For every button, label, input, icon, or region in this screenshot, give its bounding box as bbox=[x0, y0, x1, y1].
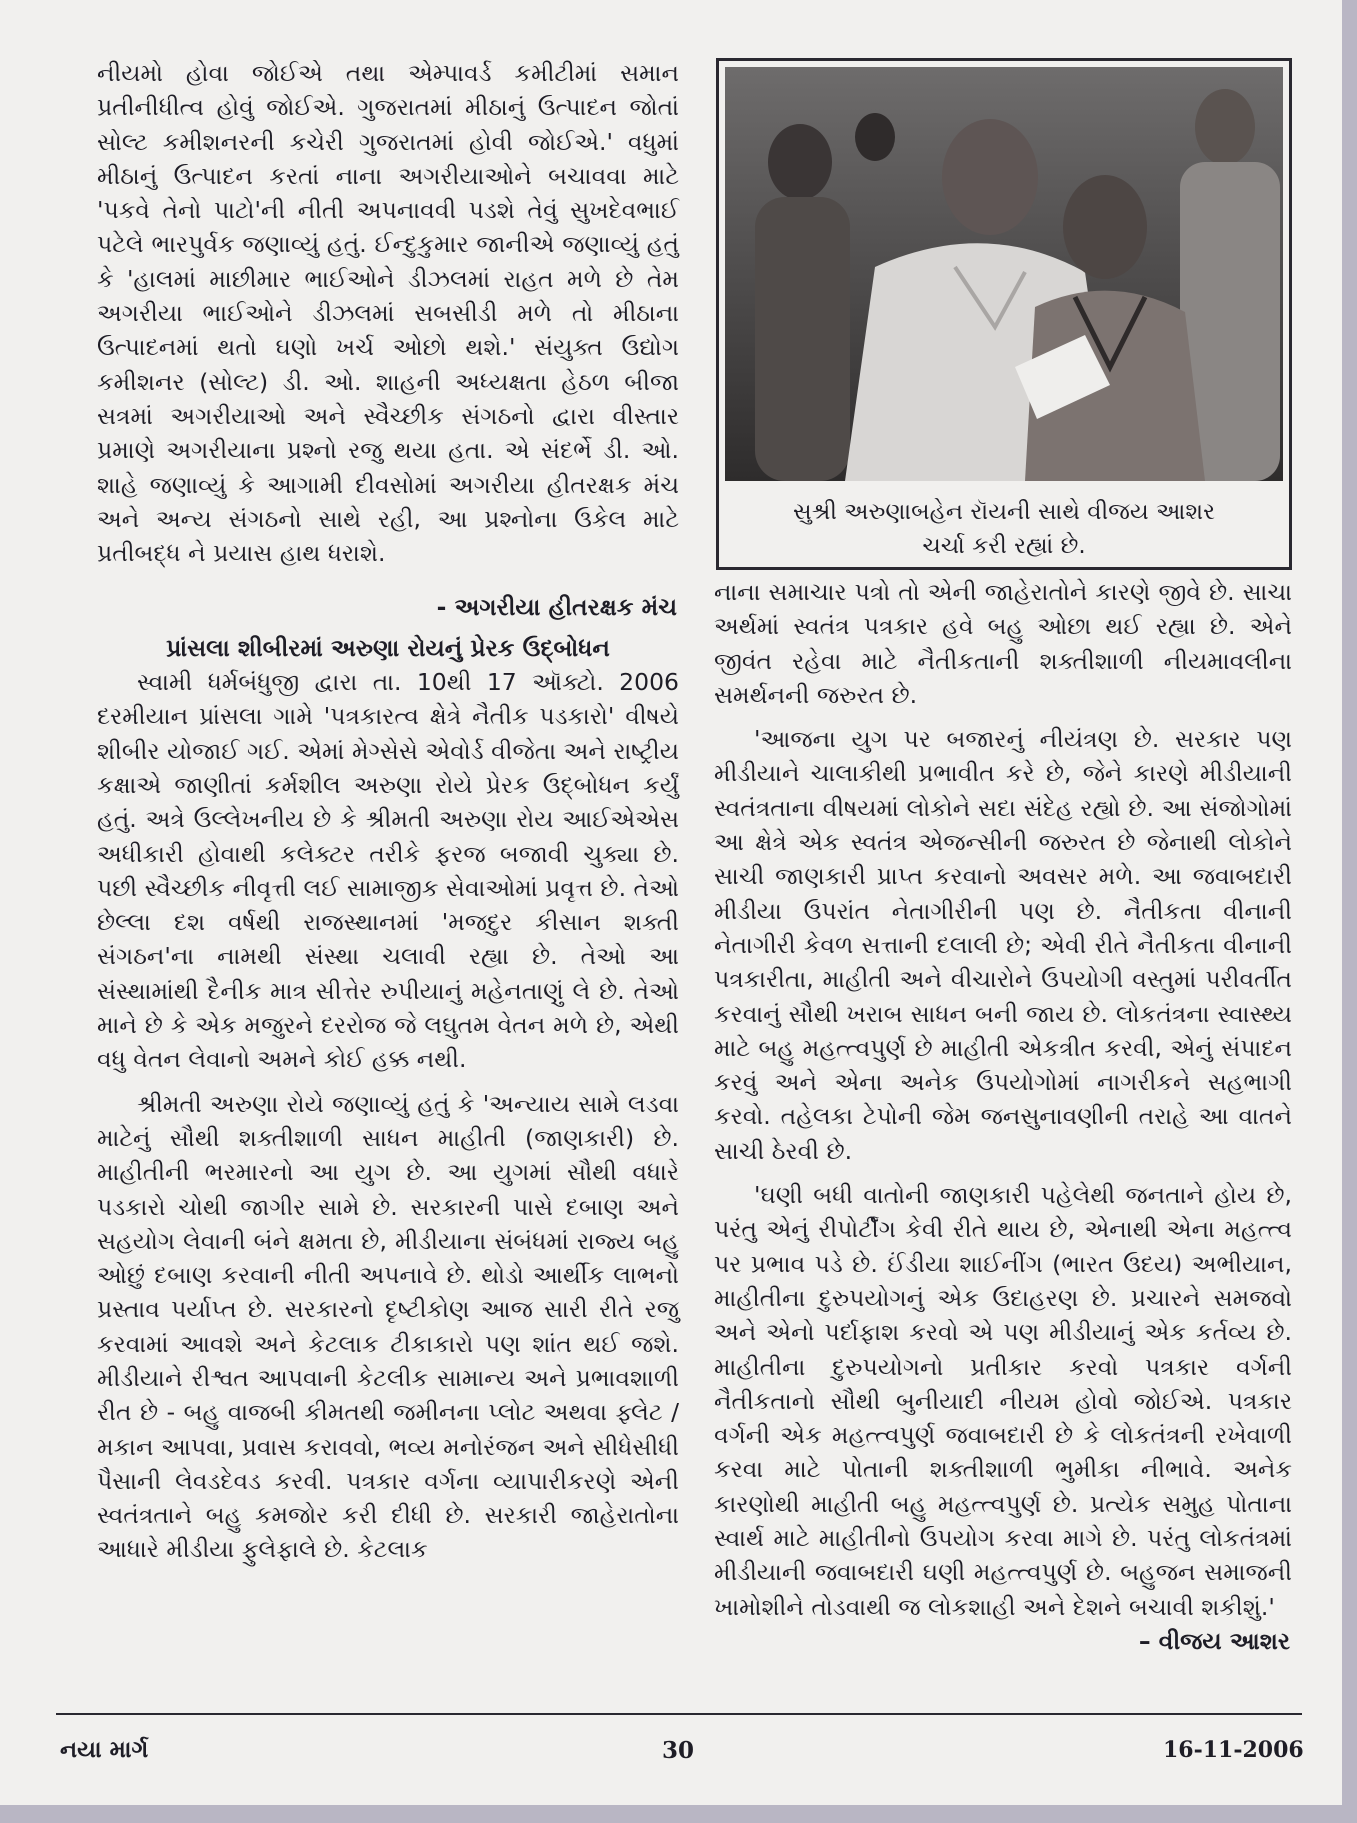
article-paragraph: સ્વામી ધર્મબંધુજી દ્વારા તા. 10થી 17 ઑક્ટો. 2006 દરમીયાન પ્રાંસલા ગામે 'પત્રકારત્વ ક્ષેત્રે નૈતીક પડકારો' વીષયે શીબીર યોજાઈ ગઈ. એમાં મેગ્સેસે એવોર્ડ વીજેતા અને રાષ્ટ્રીય કક્ષાએ જાણીતાં કર્મશીલ અરુણા રોયે પ્રેરક ઉદ્‌બોધન કર્યું હતું. અત્રે ઉલ્લેખનીય છે કે શ્રીમતી અરુણા રોય આઈએએસ અધીકારી હોવાથી કલેક્ટર તરીકે ફરજ બજાવી ચુક્યા છે. પછી સ્વૈચ્છીક નીવૃત્તી લઈ સામાજીક સેવાઓમાં પ્રવૃત્ત છે. તેઓ છેલ્લા દશ વર્ષથી રાજસ્થાનમાં 'મજદુર કીસાન શક્તી સંગઠન'ના નામથી સંસ્થા ચલાવી રહ્યા છે. તેઓ આ સંસ્થામાંથી દૈનીક માત્ર સીત્તેર રુપીયાનું મહેનતાણું લે છે. તેઓ માને છે કે એક મજુરને દરરોજ જે લઘુતમ વેતન મળે છે, એથી વધુ વેતન લેવાનો અમને કોઈ હક્ક નથી. bbox=[97, 668, 679, 1074]
photo-illustration bbox=[725, 67, 1283, 481]
photo-caption bbox=[719, 495, 1289, 563]
photo-frame bbox=[716, 58, 1292, 570]
caption-line: સુશ્રી અરુણાબહેન રૉયની સાથે વીજય આશર bbox=[793, 499, 1215, 525]
article-signature: – વીજય આશર bbox=[1138, 1626, 1290, 1655]
article-paragraph: 'ઘણી બધી વાતોની જાણકારી પહેલેથી જનતાને હોય છે, પરંતુ એનું રીપોર્ટીંગ કેવી રીતે થાય છે, એનાથી એના મહત્ત્વ પર પ્રભાવ પડે છે. ઈંડીયા શાઈનીંગ (ભારત ઉદય) અભીયાન, માહીતીના દુરુપયોગનું એક ઉદાહરણ છે. પ્રચારને સમજવો અને એનો પર્દાફાશ કરવો એ પણ મીડીયાનું એક કર્તવ્ય છે. માહીતીના દુરુપયોગનો પ્રતીકાર કરવો પત્રકાર વર્ગની નૈતીકતાનો સૌથી બુનીયાદી નીયમ હોવો જોઈએ. પત્રકાર વર્ગની એક મહત્ત્વપુર્ણ જવાબદારી છે કે લોકતંત્રની રખેવાળી કરવા માટે પોતાની શક્તીશાળી ભુમીકા નીભાવે. અનેક કારણોથી માહીતી બહુ મહત્ત્વપુર્ણ છે. પ્રત્યેક સમુહ પોતાના સ્વાર્થ માટે માહીતીનો ઉપયોગ કરવા માગે છે. પરંતુ લોકતંત્રમાં મીડીયાની જવાબદારી ઘણી મહત્ત્વપુર્ણ છે. બહુજન સમાજની ખામોશીને તોડવાથી જ લોકશાહી અને દેશને બચાવી શકીશું.' bbox=[714, 1181, 1292, 1621]
news-photo bbox=[725, 67, 1283, 481]
footer-divider bbox=[56, 1713, 1302, 1715]
article-paragraph: 'આજના યુગ પર બજારનું નીયંત્રણ છે. સરકાર પણ મીડીયાને ચાલાકીથી પ્રભાવીત કરે છે, જેને કારણે મીડીયાની સ્વતંત્રતાના વીષયમાં લોકોને સદા સંદેહ રહ્યો છે. આ સંજોગોમાં આ ક્ષેત્રે એક સ્વતંત્ર એજન્સીની જરુરત છે જેનાથી લોકોને સાચી જાણકારી પ્રાપ્ત કરવાનો અવસર મળે. આ જવાબદારી મીડીયા ઉપરાંત નેતાગીરીની પણ છે. નૈતીકતા વીનાની નેતાગીરી કેવળ સત્તાની દલાલી છે; એવી રીતે નૈતીકતા વીનાની પત્રકારીતા, માહીતી અને વીચારોને ઉપયોગી વસ્તુમાં પરીવર્તીત કરવાનું સૌથી ખરાબ સાધન બની જાય છે. લોકતંત્રના સ્વાસ્થ્ય માટે બહુ મહત્ત્વપુર્ણ છે માહીતી એકત્રીત કરવી, એનું સંપાદન કરવું અને એના અનેક ઉપયોગોમાં નાગરીકને સહભાગી કરવો. તહેલકા ટેપોની જેમ જનસુનાવણીની તરાહે આ વાતને સાચી ઠેરવી છે. bbox=[714, 725, 1292, 1165]
page-number: 30 bbox=[662, 1737, 695, 1764]
article-signature: - અગરીયા હીતરક્ષક મંચ bbox=[436, 593, 677, 622]
right-column bbox=[714, 575, 1292, 1658]
article-paragraph: નાના સમાચાર પત્રો તો એની જાહેરાતોને કારણે જીવે છે. સાચા અર્થમાં સ્વતંત્ર પત્રકાર હવે બહુ ઓછા થઈ રહ્યા છે. એને જીવંત રહેવા માટે નૈતીકતાની શક્તીશાળી નીયમાવલીના સમર્થનની જરુરત છે. bbox=[714, 578, 1292, 709]
article-heading: પ્રાંસલા શીબીરમાં અરુણા રોયનું પ્રેરક ઉદ્‌બોધન bbox=[166, 633, 610, 662]
article-paragraph: શ્રીમતી અરુણા રોયે જણાવ્યું હતું કે 'અન્યાય સામે લડવા માટેનું સૌથી શક્તીશાળી સાધન માહીતી (જાણકારી) છે. માહીતીની ભરમારનો આ યુગ છે. આ યુગમાં સૌથી વધારે પડકારો ચોથી જાગીર સામે છે. સરકારની પાસે દબાણ અને સહયોગ લેવાની બંને ક્ષમતા છે, મીડીયાના સંબંધમાં રાજ્ય બહુ ઓછું દબાણ કરવાની નીતી અપનાવે છે. થોડો આર્થીક લાભનો પ્રસ્તાવ પર્યાપ્ત છે. સરકારનો દૃષ્ટીકોણ આજ સારી રીતે રજુ કરવામાં આવશે અને કેટલાક ટીકાકારો પણ શાંત થઈ જશે. મીડીયાને રીશ્વત આપવાની કેટલીક સામાન્ય અને પ્રભાવશાળી રીત છે - બહુ વાજબી કીમતથી જમીનના પ્લોટ અથવા ફ્લેટ / મકાન આપવા, પ્રવાસ કરાવવો, ભવ્ય મનોરંજન અને સીધેસીધી પૈસાની લેવડદેવડ કરવી. પત્રકાર વર્ગના વ્યાપારીકરણે એની સ્વતંત્રતાને બહુ કમજોર કરી દીધી છે. સરકારી જાહેરાતોના આધારે મીડીયા ફુલેફાલે છે. કેટલાક bbox=[97, 1089, 679, 1564]
issue-date: 16-11-2006 bbox=[1163, 1737, 1304, 1763]
caption-line: ચર્ચા કરી રહ્યાં છે. bbox=[922, 533, 1086, 559]
publication-name: નયા માર્ગ bbox=[60, 1737, 149, 1763]
left-column bbox=[97, 56, 679, 1567]
article-paragraph: નીયમો હોવા જોઈએ તથા એમ્પાવર્ડ કમીટીમાં સમાન પ્રતીનીધીત્વ હોવું જોઈએ. ગુજરાતમાં મીઠાનું ઉત્પાદન જોતાં સોલ્ટ કમીશનરની કચેરી ગુજરાતમાં હોવી જોઈએ.' વધુમાં મીઠાનું ઉત્પાદન કરતાં નાના અગરીયાઓને બચાવવા માટે 'પકવે તેનો પાટો'ની નીતી અપનાવવી પડશે તેવું સુખદેવભાઈ પટેલે ભારપુર્વક જણાવ્યું હતું. ઈન્દુકુમાર જાનીએ જણાવ્યું હતું કે 'હાલમાં માછીમાર ભાઈઓને ડીઝલમાં રાહત મળે છે તેમ અગરીયા ભાઈઓને ડીઝલમાં સબસીડી મળે તો મીઠાના ઉત્પાદનમાં થતો ઘણો ખર્ચ ઓછો થશે.' સંયુક્ત ઉદ્યોગ કમીશનર (સોલ્ટ) ડી. ઓ. શાહની અધ્યક્ષતા હેઠળ બીજા સત્રમાં અગરીયાઓ અને સ્વૈચ્છીક સંગઠનો દ્વારા વીસ્તાર પ્રમાણે અગરીયાના પ્રશ્નો રજુ થયા હતા. એ સંદર્ભે ડી. ઓ. શાહે જણાવ્યું કે આગામી દીવસોમાં અગરીયા હીતરક્ષક મંચ અને અન્ય સંગઠનો સાથે રહી, આ પ્રશ્નોના ઉકેલ માટે પ્રતીબદ્ધ ને પ્રયાસ હાથ ધરાશે. bbox=[97, 59, 679, 568]
